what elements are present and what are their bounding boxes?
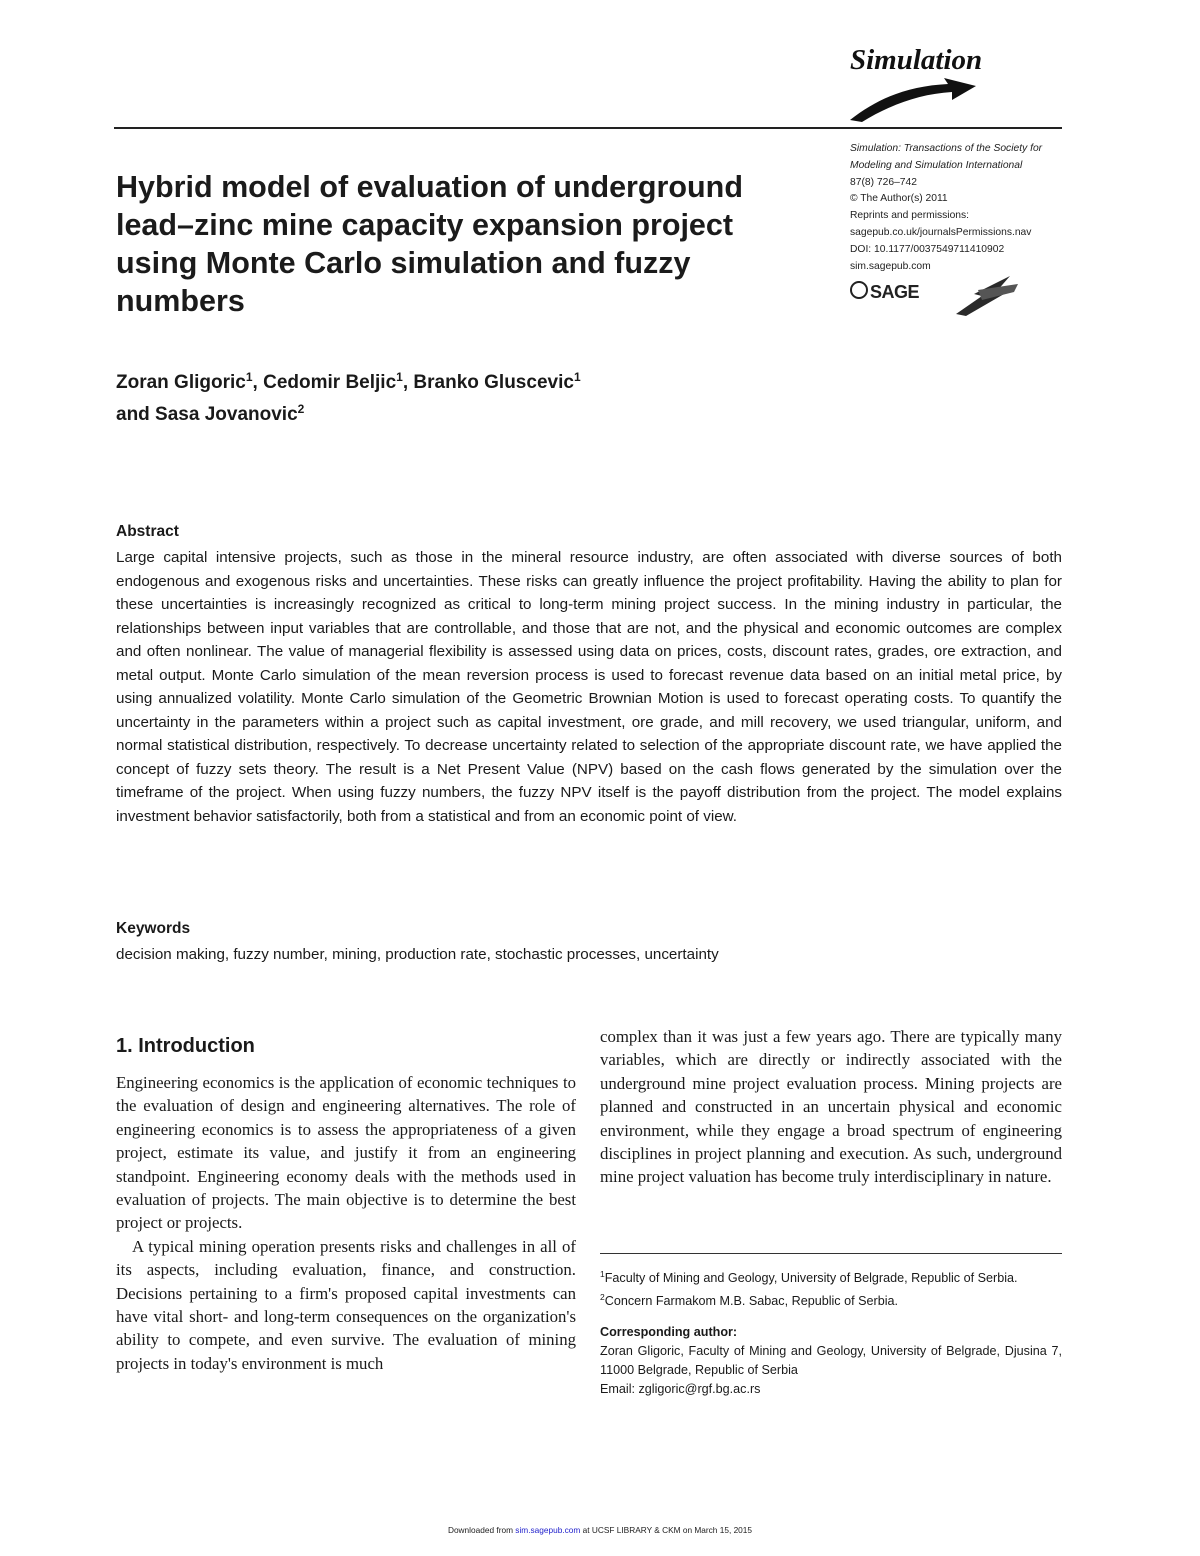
affiliation-2: $^2$Concern Farmakom M.B. Sabac, Republic of Serbia. xyxy=(600,1292,899,1308)
article-title: Hybrid model of evaluation of underground lead–zinc mine capacity expansion project using Monte Carlo simulation and fuzzy numbers xyxy=(116,170,743,318)
author-4: and Sasa Jovanovic$^2$ xyxy=(116,402,305,425)
journal-full-name-line2: Modeling and Simulation International xyxy=(850,159,1023,171)
left-column xyxy=(116,1071,576,1375)
footnotes xyxy=(600,1265,1062,1399)
author-list xyxy=(116,364,736,428)
footnote-rule xyxy=(600,1253,1062,1254)
corresponding-author-heading: Corresponding author: xyxy=(600,1325,738,1339)
author-3: Branko Gluscevic$^1$ xyxy=(413,370,581,393)
keywords-heading: Keywords xyxy=(116,920,191,937)
intro-paragraph-2-continued: complex than it was just a few years ago. There are typically many variables, which are directly or indirectly associated with the underground mine project evaluation process. Mining projects are planned and constructed in an uncertain physical and economic environment, while they engage a broad spectrum of engineering disciplines in project planning and execution. As such, underground mine project valuation has become truly interdisciplinary in nature. xyxy=(600,1027,1062,1187)
abstract-text: Large capital intensive projects, such as those in the mineral resource industry, are often associated with diverse sources of both endogenous and exogenous risks and uncertainties. These risks can greatly influence the project profitability. Having the ability to plan for these uncertainties is increasingly recognized as critical to long-term mining project success. In the mining industry in particular, the relationships between input variables that are controllable, and those that are not, and the physical and economic outcomes are complex and often nonlinear. The value of managerial flexibility is assessed using data on prices, costs, discount rates, grades, ore extraction, and metal output. Monte Carlo simulation of the mean reversion process is used to forecast revenue data based on an initial metal price, by using annualized volatility. Monte Carlo simulation of the Geometric Brownian Motion is used to forecast operating costs. To quantify the uncertainty in the parameters within a project such as capital investment, ore grade, and mill recovery, we used triangular, uniform, and normal statistical distribution, respectively. To decrease uncertainty related to selection of the appropriate discount rate, we have applied the concept of fuzzy sets theory. The result is a Net Present Value (NPV) based on the cash flows generated by the simulation over the timeframe of the project. When using fuzzy numbers, the fuzzy NPV itself is the payoff distribution from the project. The model explains investment behavior satisfactorily, both from a statistical and from an economic point of view. xyxy=(116,549,1062,825)
download-source-link[interactable]: sim.sagepub.com xyxy=(515,1525,581,1535)
intro-paragraph-1: Engineering economics is the application of economic techniques to the evaluation of design and engineering alternatives. The role of engineering economics is to assess the appropriateness of a given project, estimate its value, and justify it from an engineering standpoint. Engineering economy deals with the methods used in evaluation of projects. The main objective is to determine the best project or projects. xyxy=(116,1073,576,1233)
scs-society-logo xyxy=(952,274,1022,318)
journal-full-name-line1: Simulation: Transactions of the Society for xyxy=(850,143,1043,154)
affiliation-mark: 2 xyxy=(297,402,305,416)
sage-logo: SAGE xyxy=(850,281,919,303)
journal-name: Simulation xyxy=(850,44,983,76)
journal-swoosh-logo xyxy=(848,78,976,124)
right-column xyxy=(600,1025,1062,1189)
sage-ring-icon xyxy=(850,281,868,299)
affiliation-mark: 1 xyxy=(573,370,581,384)
volume-pages: 87(8) 726–742 xyxy=(850,176,917,188)
affiliation-1: $^1$Faculty of Mining and Geology, University of Belgrade, Republic of Serbia. xyxy=(600,1269,1018,1285)
author-2: Cedomir Beljic$^1$, xyxy=(263,370,414,393)
intro-paragraph-2: A typical mining operation presents risks and challenges in all of its aspects, including evaluation, finance, and construction. Decisions pertaining to a firm's proposed capital investments can have vital short- and long-term consequences on the organization's ability to compete, and even survive. The evaluation of mining projects in today's environment is much xyxy=(116,1236,576,1373)
corresponding-author-email[interactable]: Email: zgligoric@rgf.bg.ac.rs xyxy=(600,1382,761,1396)
reprints-label: Reprints and permissions: xyxy=(850,210,970,222)
journal-info xyxy=(850,141,1065,275)
affiliation-mark: 1 xyxy=(245,370,253,384)
header-rule xyxy=(114,127,1062,129)
affiliation-mark: 1 xyxy=(396,370,403,384)
reprints-link[interactable]: sagepub.co.uk/journalsPermissions.nav xyxy=(850,226,1032,238)
corresponding-author-address: Zoran Gligoric, Faculty of Mining and Geology, University of Belgrade, Djusina 7, 11000 Belgrade, Republic of Serbia xyxy=(600,1344,1062,1377)
keywords-text: decision making, fuzzy number, mining, production rate, stochastic processes, uncertainty xyxy=(116,946,719,963)
journal-site-link[interactable]: sim.sagepub.com xyxy=(850,260,931,272)
doi[interactable]: DOI: 10.1177/0037549711410902 xyxy=(850,243,1005,255)
abstract-heading: Abstract xyxy=(116,523,179,540)
download-note: Downloaded from sim.sagepub.com at UCSF LIBRARY & CKM on March 15, 2015 xyxy=(447,1525,753,1535)
author-1: Zoran Gligoric$^1$, xyxy=(116,370,264,393)
copyright: © The Author(s) 2011 xyxy=(850,193,948,205)
introduction-heading: 1. Introduction xyxy=(116,1035,255,1057)
